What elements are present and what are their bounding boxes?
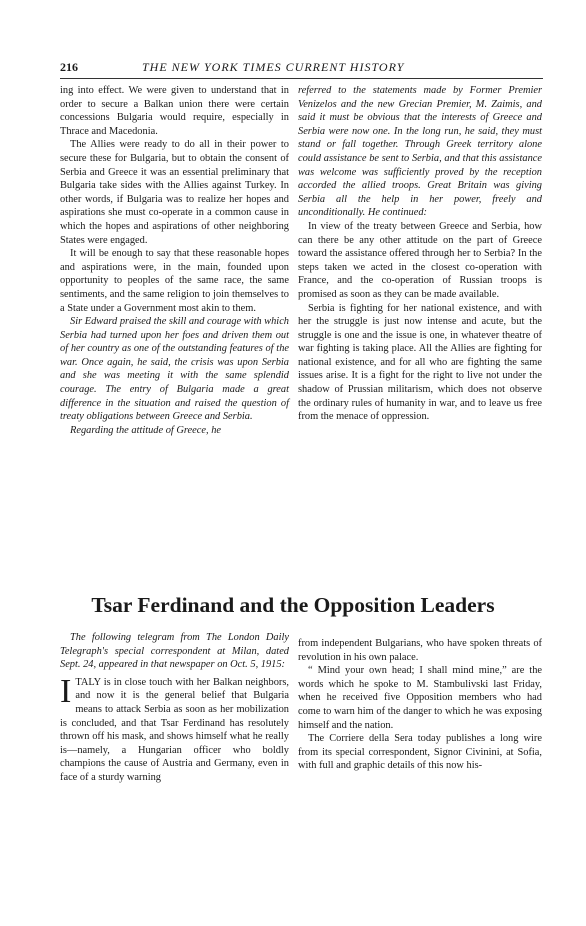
header-rule: [60, 78, 543, 79]
paragraph: It will be enough to say that these reasonable hopes and aspirations were, in the main, founded upon opportunity to peoples of the same race, the same sentiments, and the same religion to join themselves to a State under a Government most akin to them.: [60, 248, 289, 314]
paragraph: referred to the statements made by Former Premier Venizelos and the new Grecian Premier, M. Zaimis, and said it must be obvious that the interests of Greece and Serbia were now one. In the long run, he said, they must stand or fall together. Through Greek territory alone could assistance be sent to Serbia, and that this assistance was welcome was sufficiently proved by the reception accorded the allied troops. Great Britain was giving Serbia all the help in her power, freely and unconditionally. He continued:: [298, 85, 542, 219]
drop-cap: I: [60, 672, 72, 710]
page-number: 216: [60, 60, 78, 74]
paragraph: ing into effect. We were given to understand that in order to secure a Balkan union there were certain concessions Bulgaria would require, especially in Thrace and Macedonia.: [60, 85, 289, 137]
top-left-column: [60, 84, 289, 437]
paragraph: “ Mind your own head; I shall mind mine,” are the words which he spoke to M. Stambulivski last Friday, when he received five Opposition members who had come to warn him of the danger to which he was exposing himself and the nation.: [298, 665, 542, 731]
page-header: [60, 60, 540, 76]
paragraph: The Corriere della Sera today publishes a long wire from its special correspondent, Signor Civinini, at Sofia, with full and graphic details of this now his-: [298, 733, 542, 772]
lead-text: TALY is in close touch with her Balkan neighbors, and now it is the general belief that Bulgaria means to attack Serbia as soon as her mobilization is concluded, and that Tsar Ferdinand has resolutely thrown off his mask, and shows himself what he really is—namely, a Hungarian officer who boldly champions the cause of Austria and Germany, even in face of a sturdy warning: [60, 676, 289, 783]
paragraph: The Allies were ready to do all in their power to secure these for Bulgaria, but to obtain the consent of Serbia and Greece it was an essential preliminary that Bulgaria take sides with the Allies against Turkey. In other words, if Bulgaria was to realize her hopes and aspirations she must co-operate in a common cause in which the hopes and aspirations of other neighboring States were engaged.: [60, 139, 289, 246]
intro-paragraph: The following telegram from The London Daily Telegraph's special correspondent at Milan, dated Sept. 24, appeared in that newspaper on Oct. 5, 1915:: [60, 632, 289, 671]
paragraph: In view of the treaty between Greece and Serbia, how can there be any other attitude on the part of Greece toward the assistance offered through her to Serbia? In the steps taken we acted in the closest co-operation with France, and the co-operation of Russian troops is promised as soon as they can be made available.: [298, 220, 542, 300]
paragraph: from independent Bulgarians, who have spoken threats of revolution in his own palace.: [298, 638, 542, 663]
lead-paragraph: [60, 672, 289, 785]
article-title: Tsar Ferdinand and the Opposition Leaders: [91, 593, 495, 617]
paragraph: Sir Edward praised the skill and courage with which Serbia had turned upon her foes and driven them out of her country as one of the outstanding features of the war. Once again, he said, the crisis was upon Serbia and she was meeting it with the same splendid courage. The entry of Bulgaria made a great difference in the situation and raised the question of treaty obligations between Greece and Serbia.: [60, 316, 289, 423]
running-title: THE NEW YORK TIMES CURRENT HISTORY: [142, 60, 405, 74]
bottom-left-column: [60, 631, 289, 785]
paragraph: Regarding the attitude of Greece, he: [70, 424, 222, 436]
top-right-column: [298, 84, 542, 424]
paragraph: Serbia is fighting for her national existence, and with her the struggle is just now intense and acute, but the struggle is one and the issue is one, in whatever theatre of war fighting is taking place. All the Allies are fighting for national existence, and for all who are fighting the same issues arise. It is a fight for the right to live not under the shadow of Prussian militarism, which does not observe the ordinary rules of humanity in war, and to leave us free from the menace of oppression.: [298, 302, 542, 423]
bottom-right-column: [298, 637, 542, 773]
